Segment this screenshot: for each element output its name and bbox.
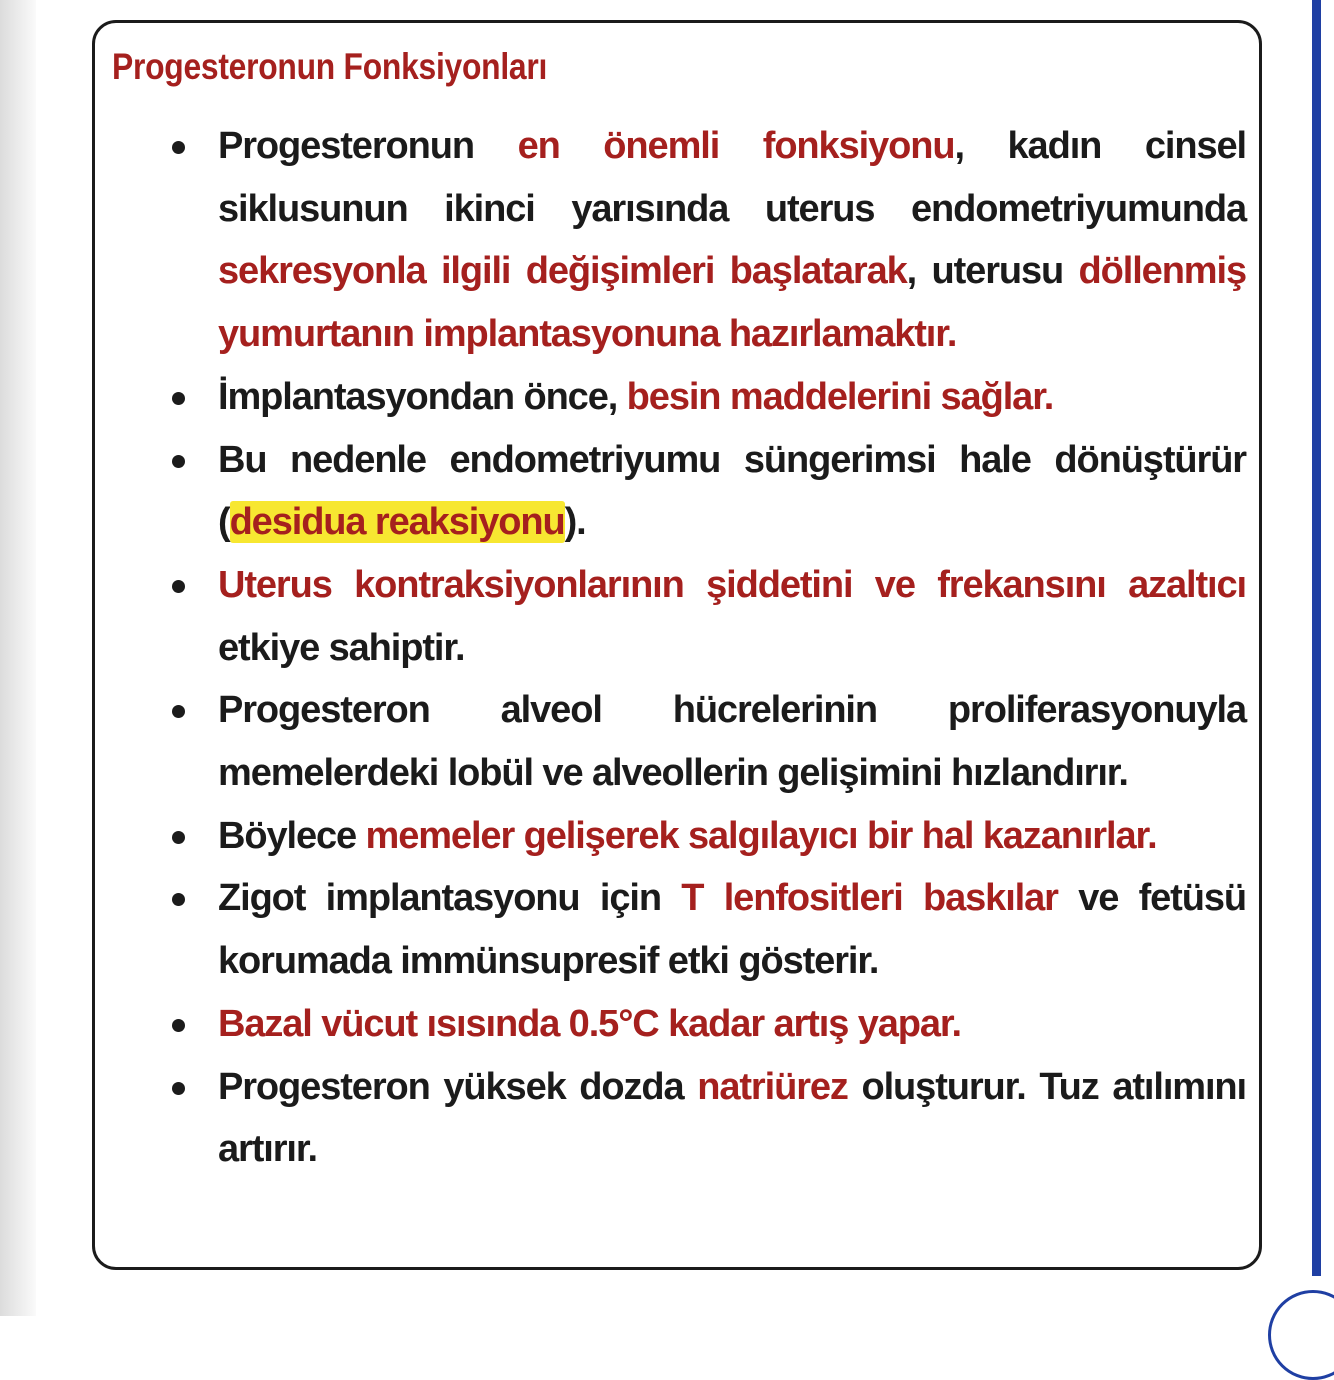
text-span: dönüştürür ( bbox=[218, 438, 1246, 544]
bullet-item bbox=[160, 867, 1246, 992]
bullet-dot bbox=[172, 580, 185, 593]
bullet-dot bbox=[172, 1082, 185, 1095]
note-title: Progesteronun Fonksiyonları bbox=[112, 46, 548, 87]
bullet-dot bbox=[172, 705, 185, 718]
bullet-dot bbox=[172, 831, 185, 844]
emphasis-text: T lenfositleri baskılar bbox=[681, 877, 1058, 920]
bullet-dot bbox=[172, 141, 185, 154]
text-span: Bu nedenle endometriyumu bbox=[218, 438, 744, 481]
emphasis-text: döllenmiş yumurtanın implantasyonuna hazırlamaktır. bbox=[218, 250, 1246, 356]
text-span: süngerimsi hale bbox=[743, 438, 1031, 481]
text-span: Progesteronun bbox=[218, 125, 518, 167]
bullet-item bbox=[160, 429, 1246, 554]
text-span: lobül ve alveollerin gelişimini hızlandırır. bbox=[447, 752, 1128, 795]
bullet-item bbox=[160, 115, 1246, 366]
emphasis-text: natriürez bbox=[697, 1065, 848, 1108]
bullet-dot bbox=[172, 1019, 185, 1032]
emphasis-text: besin maddelerini sağlar. bbox=[626, 375, 1054, 418]
text-span: Progesteron yüksek dozda bbox=[218, 1065, 698, 1108]
text-span: Böylece bbox=[218, 814, 366, 857]
corner-circle-decoration bbox=[1268, 1290, 1334, 1380]
bullet-list bbox=[160, 115, 1246, 1181]
emphasis-text: Bazal vücut ısısında 0.5°C kadar artış yapar. bbox=[218, 1002, 961, 1045]
text-span: İmplantasyondan önce, bbox=[218, 375, 627, 418]
bullet-item bbox=[160, 679, 1246, 804]
text-span: etkiye sahiptir. bbox=[218, 626, 465, 669]
text-span: , kadın cinsel siklusunun ikinci yarısında uterus endometriyumunda bbox=[218, 125, 1246, 230]
emphasis-text: Uterus kontraksiyonlarının şiddetini ve frekansını azaltıcı bbox=[218, 563, 1246, 606]
bullet-item bbox=[160, 366, 1246, 429]
bullet-dot bbox=[172, 893, 185, 906]
emphasis-text: memeler gelişerek salgılayıcı bir hal kazanırlar. bbox=[365, 814, 1157, 857]
bullet-item bbox=[160, 1056, 1246, 1181]
side-rule bbox=[1312, 0, 1321, 1276]
page-left-shadow bbox=[0, 0, 36, 1316]
emphasis-text: en önemli fonksiyonu bbox=[517, 125, 955, 167]
bullet-dot bbox=[172, 455, 185, 468]
text-span: Progesteron alveol hücrelerinin proliferasyonuyla memelerdeki bbox=[218, 689, 1246, 795]
bullet-item bbox=[160, 805, 1246, 868]
text-span: Zigot implantasyonu için bbox=[218, 877, 682, 920]
bullet-item bbox=[160, 993, 1246, 1056]
text-span: ). bbox=[564, 501, 586, 544]
text-span: ve fetüsü korumada immünsupresif etki gösterir. bbox=[218, 877, 1246, 983]
highlighted-term: desidua reaksiyonu bbox=[229, 501, 565, 544]
text-span: oluşturur. Tuz atılımını artırır. bbox=[218, 1065, 1246, 1171]
bullet-dot bbox=[172, 392, 185, 405]
bullet-item bbox=[160, 554, 1246, 679]
emphasis-text: sekresyonla ilgili değişimleri başlatarak bbox=[218, 250, 907, 293]
text-span: , uterusu bbox=[906, 250, 1079, 293]
